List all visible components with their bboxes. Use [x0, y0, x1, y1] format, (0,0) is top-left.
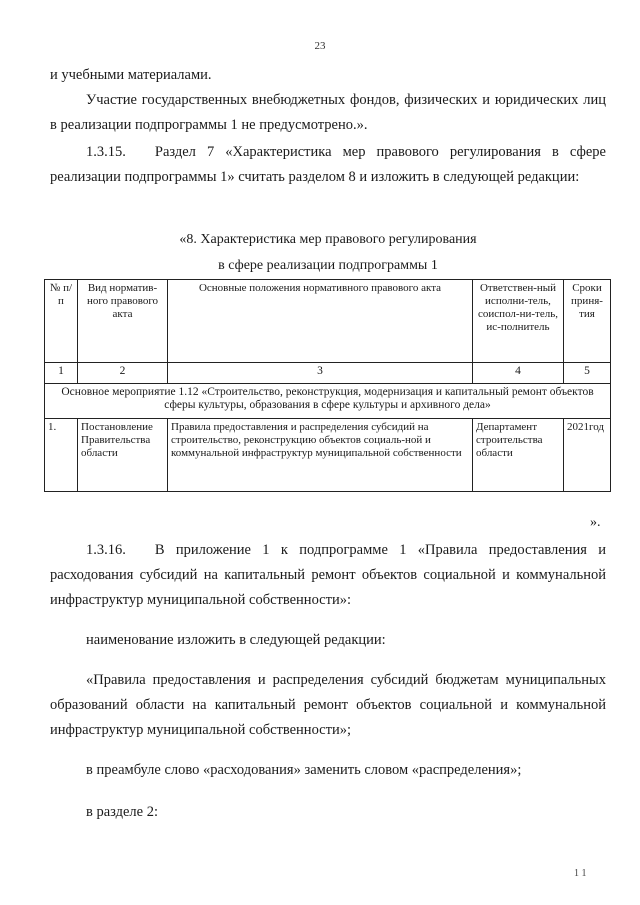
header-act-type: Вид норматив-ного правового акта [78, 280, 168, 363]
paragraph-7: в преамбуле слово «расходования» заменить словом «распределения»; [86, 762, 522, 778]
table-title-line-1: «8. Характеристика мер правового регулирования [179, 232, 477, 247]
row-number: 1. [45, 419, 78, 492]
header-term: Сроки приня-тия [564, 280, 611, 363]
page-number: 23 [314, 40, 326, 52]
column-number-2: 2 [78, 363, 168, 384]
table-title-line-2: в сфере реализации подпрограммы 1 [218, 258, 438, 273]
regulation-table [44, 279, 611, 492]
group-label: Основное мероприятие 1.12 «Строительство, реконструкция, модернизация и капитальный ремонт объектов сферы культуры, образования в сфере культуры и архивного дела» [45, 384, 611, 419]
paragraph-2: Участие государственных внебюджетных фондов, физических и юридических лиц в реализации подпрограммы 1 не предусмотрено.». [50, 92, 606, 133]
header-executor: Ответствен-ный исполни-тель, соиспол-ни-тель, ис-полнитель [473, 280, 564, 363]
paragraph-4: 1.3.16. В приложение 1 к подпрограмме 1 «Правила предоставления и расходования субсидий на капитальный ремонт объектов социальной и коммунальной инфраструктур муниципальной собственности»: [50, 542, 606, 608]
corner-mark: 1 1 [574, 868, 587, 879]
table-closing-quote: ». [590, 515, 601, 530]
table-header-row [45, 280, 611, 363]
table-row [45, 419, 611, 492]
row-act-type: Постановление Правительства области [78, 419, 168, 492]
table-group-row [45, 384, 611, 419]
row-provisions: Правила предоставления и распределения субсидий на строительство, реконструкцию объектов социаль-ной и коммунальной инфраструктур муниципальной собственности [168, 419, 473, 492]
paragraph-3: 1.3.15. Раздел 7 «Характеристика мер правового регулирования в сфере реализации подпрограммы 1» считать разделом 8 и изложить в следующей редакции: [50, 144, 606, 185]
paragraph-6: «Правила предоставления и распределения субсидий бюджетам муниципальных образований области на капитальный ремонт объектов социальной и коммунальной инфраструктур муниципальной собственности»; [50, 672, 606, 738]
paragraph-1: и учебными материалами. [50, 67, 212, 83]
header-number: № п/п [45, 280, 78, 363]
paragraph-5: наименование изложить в следующей редакции: [86, 632, 386, 648]
row-executor: Департамент строительства области [473, 419, 564, 492]
paragraph-8: в разделе 2: [86, 804, 159, 820]
row-term: 2021год [564, 419, 611, 492]
column-number-5: 5 [564, 363, 611, 384]
column-number-3: 3 [168, 363, 473, 384]
header-provisions: Основные положения нормативного правового акта [168, 280, 473, 363]
column-number-1: 1 [45, 363, 78, 384]
column-number-4: 4 [473, 363, 564, 384]
table-column-numbers-row [45, 363, 611, 384]
